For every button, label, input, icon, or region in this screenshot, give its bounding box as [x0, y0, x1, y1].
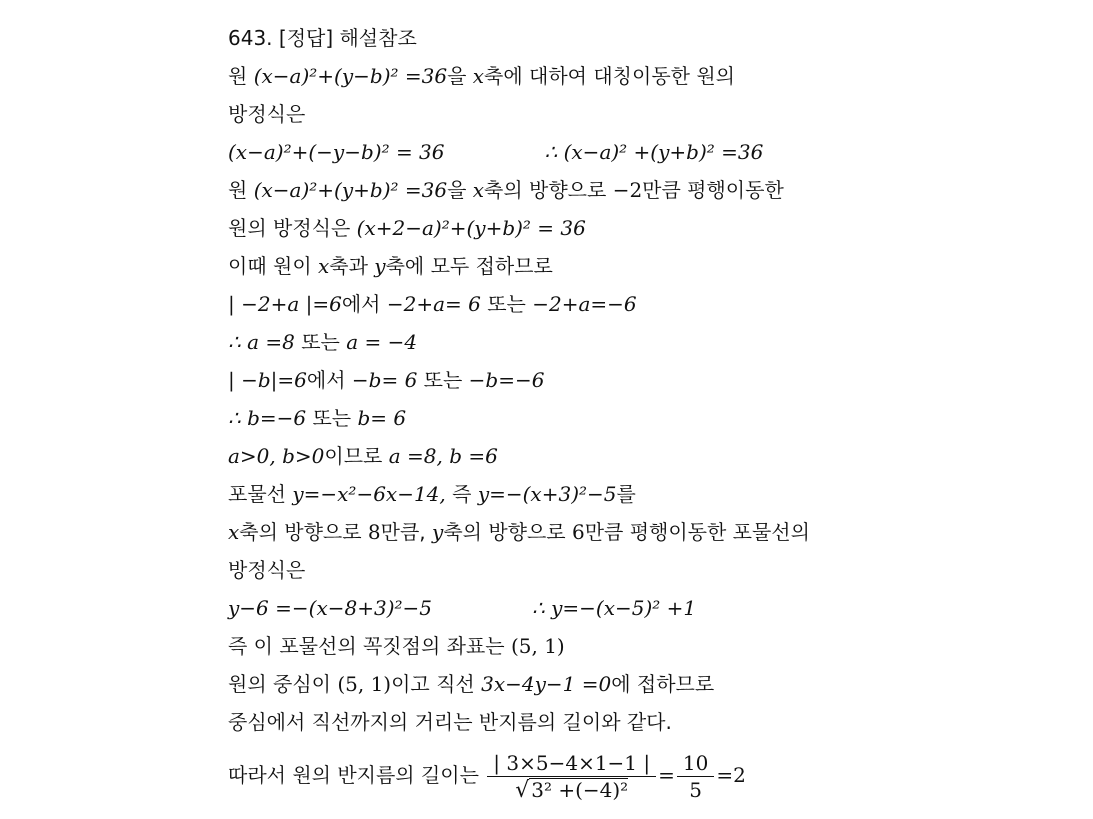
solution-line-12 [228, 438, 498, 474]
equation: −2+a= 6 [386, 292, 481, 316]
text: 이때 원이 [228, 254, 318, 278]
text: 포물선 [228, 482, 293, 506]
equation: −b= 6 [351, 368, 418, 392]
variable-x: x [472, 178, 485, 202]
text: 원의 중심이 [228, 672, 338, 696]
text: 따라서 원의 반지름의 길이는 [228, 763, 486, 787]
equals-sign: = [658, 763, 675, 787]
solution-line-6 [228, 210, 586, 246]
text: 또는 [306, 406, 358, 430]
solution-line-4 [228, 134, 763, 170]
sqrt-symbol: √ [515, 777, 530, 803]
solution-line-18 [228, 666, 714, 702]
condition: a>0, b>0 [228, 444, 325, 468]
solution-line-15 [228, 552, 305, 588]
text: 또는 [294, 330, 347, 354]
solution-line-3 [228, 96, 305, 132]
solution-line-7 [228, 248, 553, 284]
variable-x: x [472, 64, 485, 88]
text: 방정식은 [228, 102, 306, 126]
number: 6 [571, 520, 585, 544]
solution-line-10 [228, 362, 544, 398]
text: 즉 이 포물선의 꼭짓점의 좌표는 [228, 634, 511, 658]
text: 에 접하므로 [611, 672, 715, 696]
variable-x: x [228, 520, 240, 544]
final-result: =2 [716, 763, 746, 787]
fraction-denominator: 5 [689, 778, 702, 802]
solution-line-16 [228, 590, 696, 626]
solution-line-19 [228, 704, 672, 740]
translated-circle-equation: (x+2−a)²+(y+b)² = 36 [356, 216, 586, 240]
text: 중심에서 직선까지의 거리는 반지름의 길이와 같다. [228, 710, 672, 734]
solution-line-5 [228, 172, 784, 208]
text: 원의 방정식은 [228, 216, 357, 240]
solution-line-17 [228, 628, 565, 664]
text: 또는 [417, 368, 469, 392]
circle-equation: (x−a)²+(y+b)² =36 [253, 178, 448, 202]
text: 또는 [480, 292, 533, 316]
radicand: 3² +(−4)² [531, 777, 629, 802]
text: 를 [616, 482, 636, 506]
text: 을 [447, 64, 473, 88]
center-coordinates: (5, 1) [337, 672, 392, 696]
text: 축에 모두 접하므로 [385, 254, 553, 278]
text: 축에 대하여 대칭이동한 원의 [484, 64, 735, 88]
reflected-equation: (x−a)²+(−y−b)² = 36 [228, 140, 445, 164]
text: 에서 [306, 368, 352, 392]
problem-number-label: 643. [정답] 해설참조 [228, 26, 417, 50]
solution-line-20 [228, 742, 746, 808]
parabola-vertex-form: y=−(x+3)²−5 [477, 482, 617, 506]
distance-fraction [487, 750, 656, 804]
text: 원 [228, 178, 254, 202]
text: 축의 방향으로 [484, 178, 613, 202]
circle-equation: (x−a)²+(y−b)² =36 [253, 64, 448, 88]
translated-parabola-result: ∴ y=−(x−5)² +1 [532, 596, 697, 620]
number: 8 [367, 520, 381, 544]
equation: ∴ a =8 [228, 330, 295, 354]
text: 축의 방향으로 [239, 520, 368, 544]
solution-line-13 [228, 476, 636, 512]
equation: b= 6 [357, 406, 407, 430]
equation: −2+a=−6 [532, 292, 637, 316]
text: 축과 [329, 254, 375, 278]
solution-line-9 [228, 324, 417, 360]
parabola-equation: y=−x²−6x−14, [292, 482, 446, 506]
text: 만큼, [380, 520, 433, 544]
text: 만큼 평행이동한 [642, 178, 784, 202]
abs-equation: | −2+a |=6 [228, 292, 342, 316]
translated-parabola-equation: y−6 =−(x−8+3)²−5 [228, 596, 433, 620]
reflected-equation-result: ∴ (x−a)² +(y+b)² =36 [544, 140, 764, 164]
solution-line-11 [228, 400, 406, 436]
equation: a = −4 [346, 330, 418, 354]
fraction-denominator [487, 777, 656, 804]
solution-line-8 [228, 286, 637, 322]
problem-heading [228, 20, 417, 56]
text: 즉 [445, 482, 478, 506]
simplified-fraction [677, 750, 714, 803]
equation: a =8, b =6 [388, 444, 498, 468]
text: 이고 직선 [391, 672, 482, 696]
number: −2 [612, 178, 643, 202]
line-equation: 3x−4y−1 =0 [481, 672, 612, 696]
variable-x: x [318, 254, 330, 278]
abs-equation: | −b|=6 [228, 368, 307, 392]
fraction-numerator: 10 [677, 750, 714, 777]
variable-y: y [432, 520, 444, 544]
text: 방정식은 [228, 558, 306, 582]
equation: ∴ b=−6 [228, 406, 307, 430]
text: 에서 [341, 292, 387, 316]
text: 을 [447, 178, 473, 202]
vertex-coordinates: (5, 1) [510, 634, 565, 658]
text: 이므로 [324, 444, 389, 468]
equation: −b=−6 [468, 368, 545, 392]
text: 만큼 평행이동한 포물선의 [584, 520, 810, 544]
text: 축의 방향으로 [443, 520, 572, 544]
variable-y: y [374, 254, 386, 278]
fraction-numerator: | 3×5−4×1−1 | [487, 750, 656, 777]
solution-line-14 [228, 514, 810, 550]
solution-line-2 [228, 58, 735, 94]
text: 원 [228, 64, 254, 88]
